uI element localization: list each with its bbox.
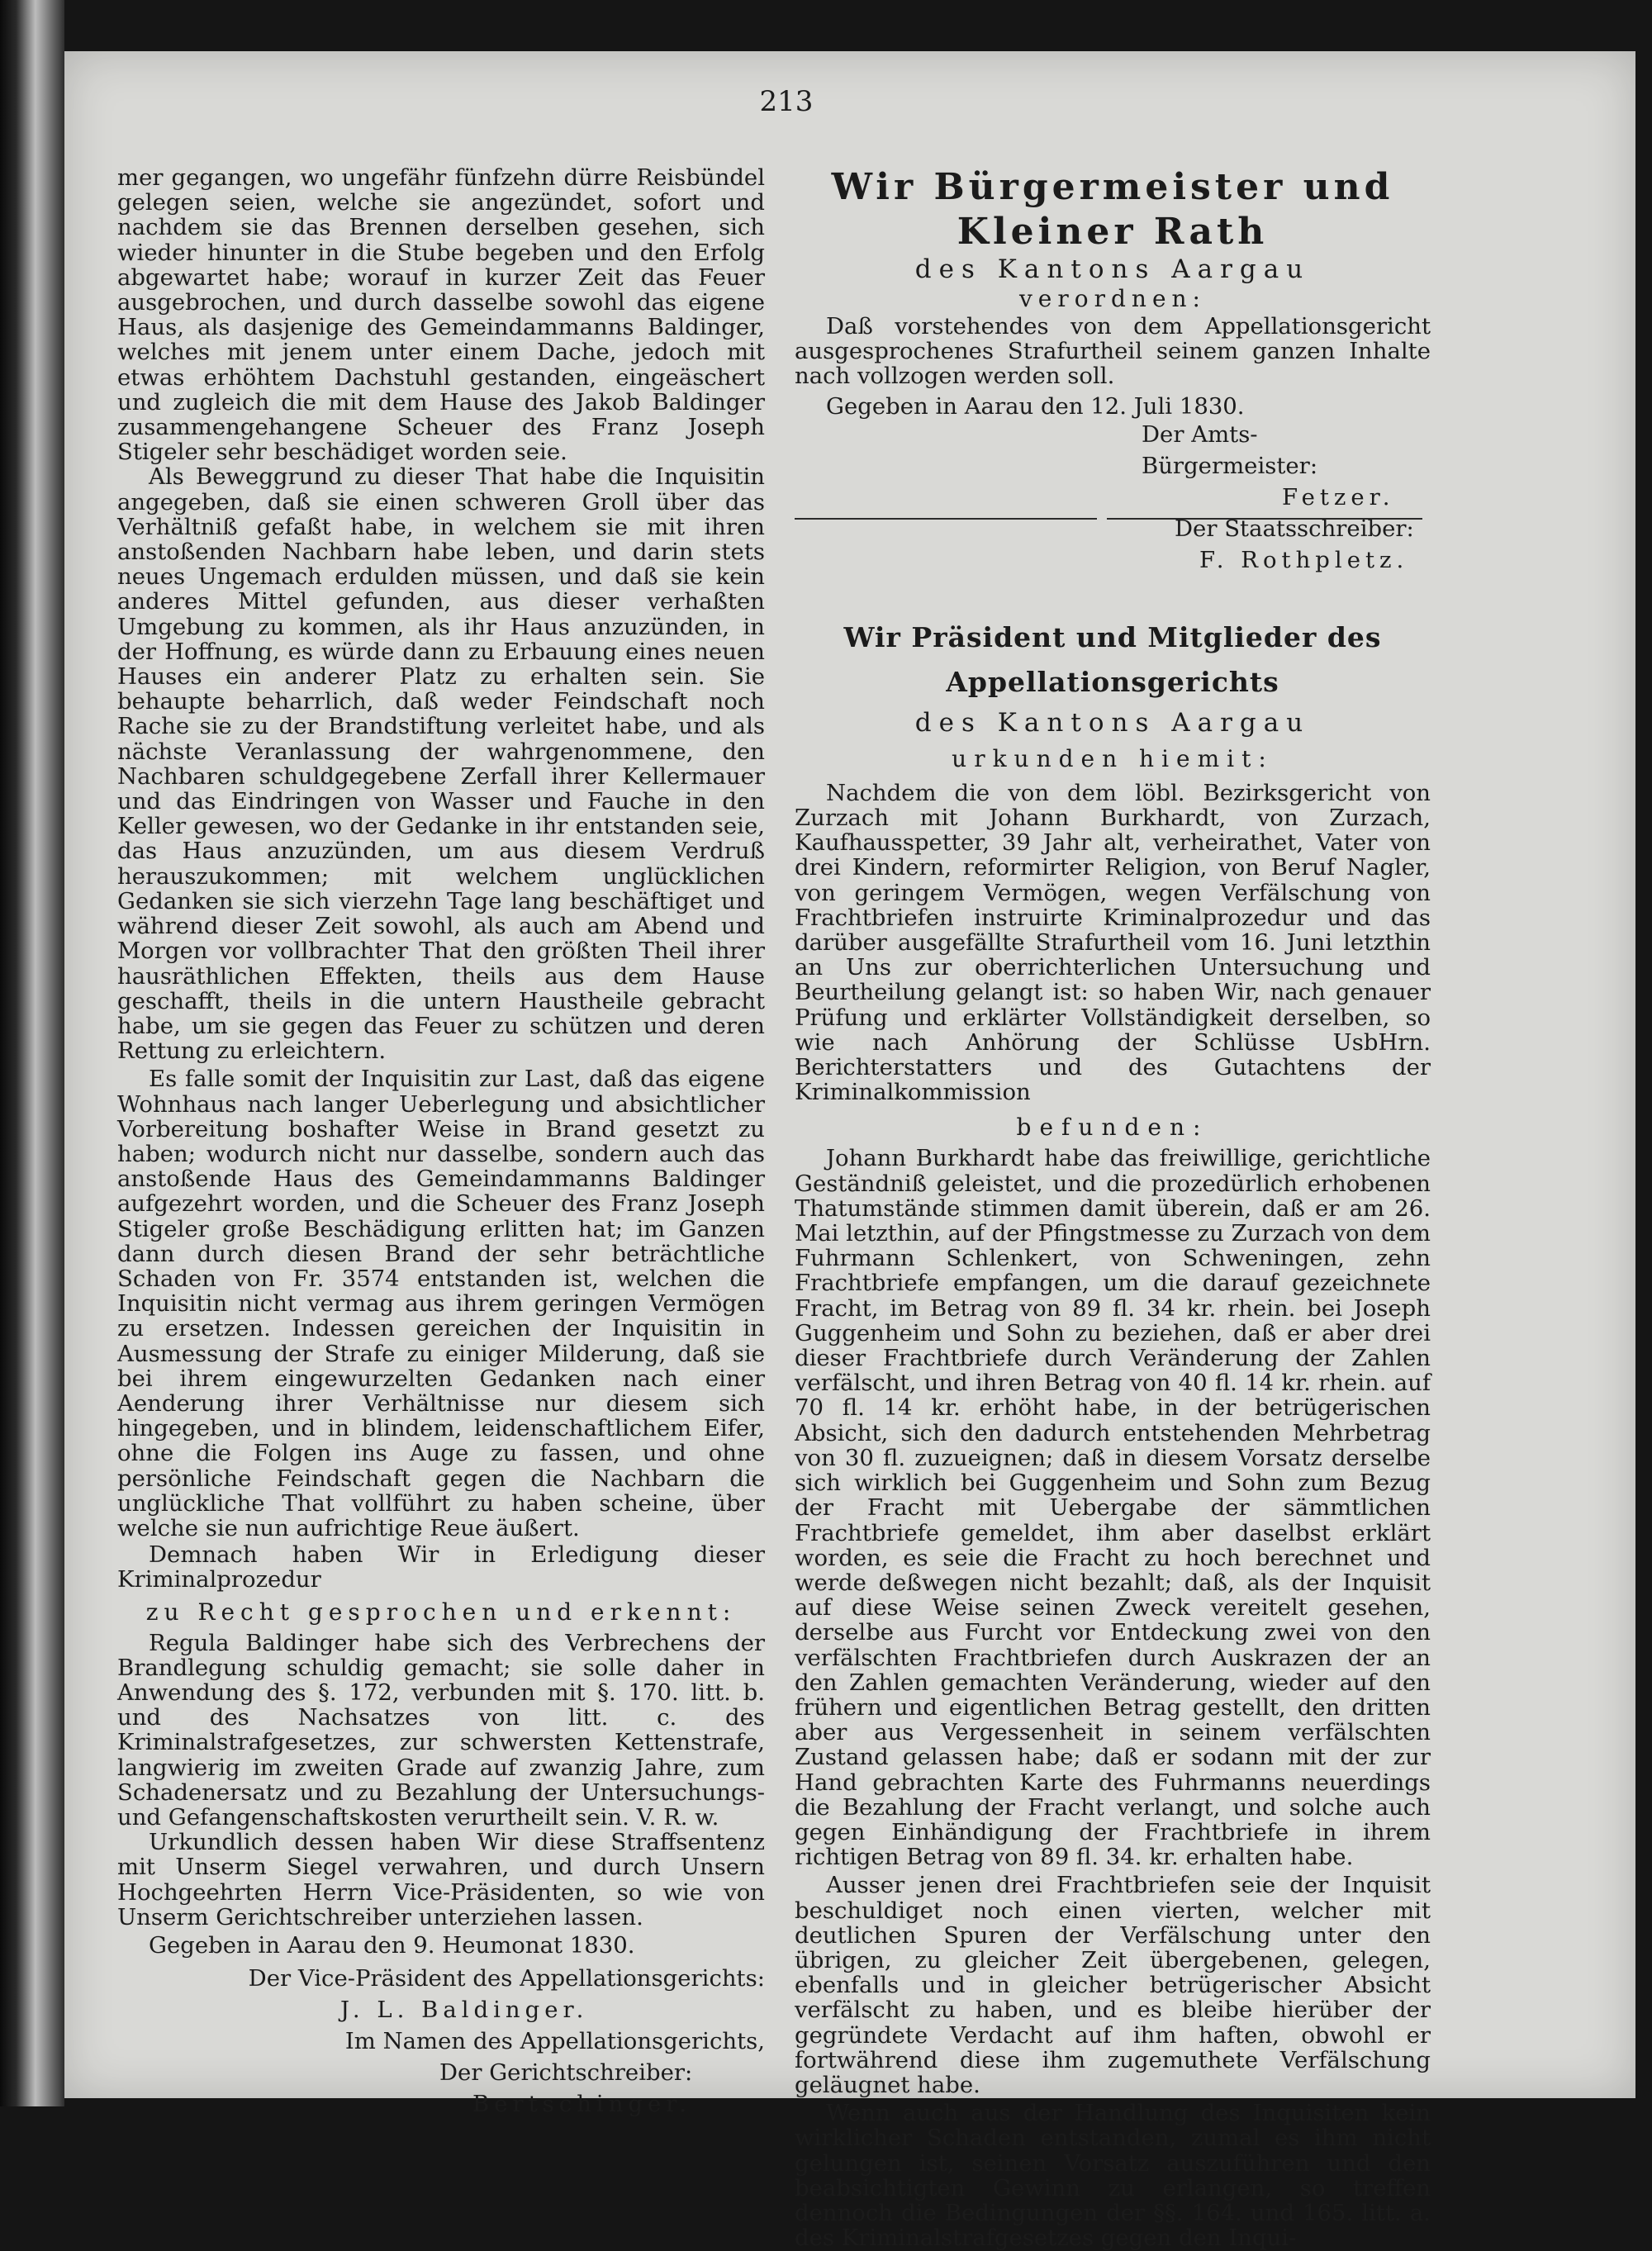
finding-heading: befunden: [1016, 1114, 1209, 1142]
signature-name: Bertschinger. [472, 2091, 692, 2118]
signature-block [117, 1963, 765, 2120]
signature-title: Der Gerichtschreiber: [439, 2059, 693, 2087]
paragraph: mer gegangen, wo ungefähr fünfzehn dürre Reisbündel gelegen seien, welche sie angezündet, sofort und nachdem sie das Brennen derselben gesehen, sich wieder hinunter in die Stube begeben und den Erfolg abgewartet habe; worauf in kurzer Zeit das Feuer ausgebrochen, und durch dasselbe sowohl das eigene Haus, als dasjenige des Gemeindammanns Baldinger, welches mit jenem unter einem Dache, jedoch mit etwas erhöhtem Dachstuhl gestanden, eingeäschert und zugleich die mit dem Hause des Jakob Baldinger zusammengehangene Scheuer des Franz Joseph Stigeler sehr beschädiget worden seie. [117, 164, 765, 466]
judgment-subheading: des Kantons Aargau [914, 707, 1311, 738]
paragraph: Als Beweggrund zu dieser That habe die Inquisitin angegeben, daß sie einen schweren Groll über das Verhältniß gefaßt habe, in welchem sie mit ihren anstoßenden Nachbarn habe leben, und darin stets neues Ungemach erdulden müssen, und daß sie kein anderes Mittel gefunden, aus dieser verhaßten Umgebung zu kommen, als ihr Haus anzuzünden, in der Hoffnung, es würde dann zu Erbauung eines neuen Hauses ein anderer Platz zu erhalten sein. Sie behaupte beharrlich, daß weder Feindschaft noch Rache sie zu der Brandstiftung verleitet habe, und als nächste Veranlassung der wahrgenommene, den Nachbaren schuldgegebene Zerfall ihrer Kellermauer und das Eindringen von Wasser und Fauche in den Keller gewesen, wo der Gedanke in ihr entstanden seie, das Haus anzuzünden, um aus diesem Verdruß herauszukommen; mit welchem unglücklichen Gedanken sie sich vierzehn Tage lang beschäftiget und während dieser Zeit sowohl, als auch am Abend und Morgen vor vollbrachter That den größten Theil ihrer hausräthlichen Effekten, theils aus dem Hause geschafft, theils in die untern Haustheile gebracht habe, um sie gegen das Feuer zu schützen und deren Rettung zu erleichtern. [117, 463, 765, 1065]
verdict-paragraph: Regula Baldinger habe sich des Verbrechens der Brandlegung schuldig gemacht; sie solle daher in Anwendung des §. 172, verbunden mit §. 170. litt. b. und des Nachsatzes von litt. c. des Kriminalstrafgesetzes, zur schwersten Kettenstrafe, langwierig im zweiten Grade auf zwanzig Jahre, zum Schadenersatz und zu Bezahlung der Untersuchungs- und Gefangenschaftskosten verurtheilt sein. V. R. w. [117, 1629, 765, 1831]
judgment-section [795, 615, 1431, 2251]
decree-heading: Wir Bürgermeister und Kleiner Rath [831, 166, 1394, 253]
verdict-heading: zu Recht gesprochen und erkennt: [145, 1598, 737, 1626]
right-column [795, 165, 1431, 2250]
section-divider [795, 518, 1422, 520]
paragraph: Demnach haben Wir in Erledigung dieser Kriminalprozedur [117, 1541, 765, 1593]
decree-verb: verordnen: [1018, 285, 1206, 312]
page-number: 213 [759, 85, 814, 118]
signature-name: J. L. Baldinger. [340, 1997, 589, 2024]
judgment-verb: urkunden hiemit: [952, 744, 1274, 772]
signature-title: Im Namen des Appellationsgerichts, [344, 2028, 765, 2055]
judgment-heading: Wir Präsident und Mitglieder des Appellationsgerichts [843, 620, 1382, 698]
decree-date: Gegeben in Aarau den 12. Juli 1830. [826, 392, 1245, 420]
finding-paragraph: Wenn auch aus der Handlung des Inquisiten kein wirklicher Schaden entstanden, zumal es ihm nicht gelungen ist, seinen Vorsatz auszuführen und den beabsichtigten Gewinn zu erlangen, so treffen dennoch die Bedingungen der §§. 164. und 165. litt. a. des Kriminalstrafgesetzes gegen den Inqui- [795, 2100, 1431, 2251]
signature-title: Der Amts-Bürgermeister: [1142, 420, 1318, 479]
decree-text: Daß vorstehendes von dem Appellationsgericht ausgesprochenes Strafurtheil seinem ganzen Inhalte nach vollzogen werden soll. [795, 313, 1431, 390]
book-spine [0, 0, 64, 2106]
signature-name: Fetzer. [1282, 483, 1395, 511]
date-line: Gegeben in Aarau den 9. Heumonat 1830. [149, 1932, 635, 1959]
paragraph: Es falle somit der Inquisitin zur Last, daß das eigene Wohnhaus nach langer Ueberlegung und absichtlicher Vorbereitung boshafter Weise in Brand gesetzt zu haben; wodurch nicht nur dasselbe, sondern auch das anstoßende Haus des Gemeindammanns Baldinger aufgezehrt worden, und die Scheuer des Franz Joseph Stigeler große Beschädigung erlitten hat; im Ganzen dann durch diesen Brand der sehr beträchtliche Schaden von Fr. 3574 entstanden ist, welchen die Inquisitin nicht vermag aus ihrem geringen Vermögen zu ersetzen. Indessen gereichen der Inquisitin in Ausmessung der Strafe zu einiger Milderung, daß sie bei ihrem eingewurzelten Gedanken nach einer Aenderung ihrer Verhältnisse nur diesem sich hingegeben, und in blindem, leidenschaftlichem Eifer, ohne die Folgen ins Auge zu fassen, und ohne persönliche Feindschaft gegen die Nachbarn die unglückliche That vollführt zu haben scheine, über welche sie nun aufrichtige Reue äußert. [117, 1066, 765, 1541]
signature-title: Der Staatsschreiber: [1175, 515, 1414, 542]
finding-paragraph: Ausser jenen drei Frachtbriefen seie der Inquisit beschuldiget noch einen vierten, welcher mit deutlichen Spuren der Verfälschung unter den übrigen, zu gleicher Zeit übergebenen, gelegen, ebenfalls und in gleicher betrügerischer Absicht verfälscht zu haben, und es bleibe hierüber der gegründete Verdacht auf ihm haften, obwohl er fortwährend diese ihm zugemuthete Verfälschung geläugnet habe. [795, 1872, 1431, 2098]
signature-title: Der Vice-Präsident des Appellationsgerichts: [248, 1965, 765, 1992]
judgment-intro: Nachdem die von dem löbl. Bezirksgericht von Zurzach mit Johann Burkhardt, von Zurzach, Kaufhausspetter, 39 Jahr alt, verheirathet, Vater von drei Kindern, reformirter Religion, von Beruf Nagler, von geringem Vermögen, wegen Verfälschung von Frachtbriefen instruirte Kriminalprozedur und das darüber ausgefällte Strafurtheil vom 16. Juni letzthin an Uns zur oberrichterlichen Untersuchung und Beurtheilung gelangt ist: so haben Wir, nach genauer Prüfung und erklärter Vollständigkeit derselben, so wie nach Anhörung der Schlüsse UsbHrn. Berichterstatters und des Gutachtens der Kriminalkommission [795, 779, 1431, 1106]
decree-section [795, 165, 1431, 576]
left-column [117, 165, 765, 2120]
finding-paragraph: Johann Burkhardt habe das freiwillige, gerichtliche Geständniß geleistet, und die prozedürlich erhobenen Thatumstände stimmen damit überein, daß er am 26. Mai letzthin, auf der Pfingstmesse zu Zurzach von dem Fuhrmann Schlenkert, von Schweningen, zehn Frachtbriefe empfangen, um die darauf gezeichnete Fracht, im Betrag von 89 fl. 34 kr. rhein. bei Joseph Guggenheim und Sohn zu beziehen, daß er aber drei dieser Frachtbriefe durch Veränderung der Zahlen verfälscht, und ihren Betrag von 40 fl. 14 kr. rhein. auf 70 fl. 14 kr. erhöht habe, in der betrügerischen Absicht, sich den dadurch entstehenden Mehrbetrag von 30 fl. zuzueignen; daß in diesem Vorsatz derselbe sich wirklich bei Guggenheim und Sohn zum Bezug der Fracht mit Uebergabe der sämmtlichen Frachtbriefe gemeldet, ihm aber daselbst erklärt worden, es seie die Fracht zu hoch berechnet und werde deßwegen nicht bezahlt; daß, als der Inquisit auf diese Weise seinen Zweck vereitelt gesehen, derselbe aus Furcht vor Entdeckung zwei von den verfälschten Frachtbriefen durch Auskrazen der an den Zahlen gemachten Veränderung, wieder auf den frühern und eigentlichen Betrag gestellt, den dritten aber aus Vergessenheit in seinem verfälschten Zustand gelassen habe; daß er sodann mit der zur Hand gebrachten Karte des Fuhrmanns neuerdings die Bezahlung der Fracht verlangt, und solche auch gegen Einhändigung der Frachtbriefe in ihrem richtigen Betrag von 89 fl. 34. kr. erhalten habe. [795, 1145, 1431, 1871]
decree-subheading: des Kantons Aargau [914, 254, 1311, 284]
divider-gap [1097, 514, 1107, 522]
signature-name: F. Rothpletz. [1199, 546, 1409, 573]
paragraph: Urkundlich dessen haben Wir diese Straffsentenz mit Unserm Siegel verwahren, und durch Unsern Hochgeehrten Herrn Vice-Präsidenten, so wie von Unserm Gerichtschreiber unterziehen lassen. [117, 1829, 765, 1930]
